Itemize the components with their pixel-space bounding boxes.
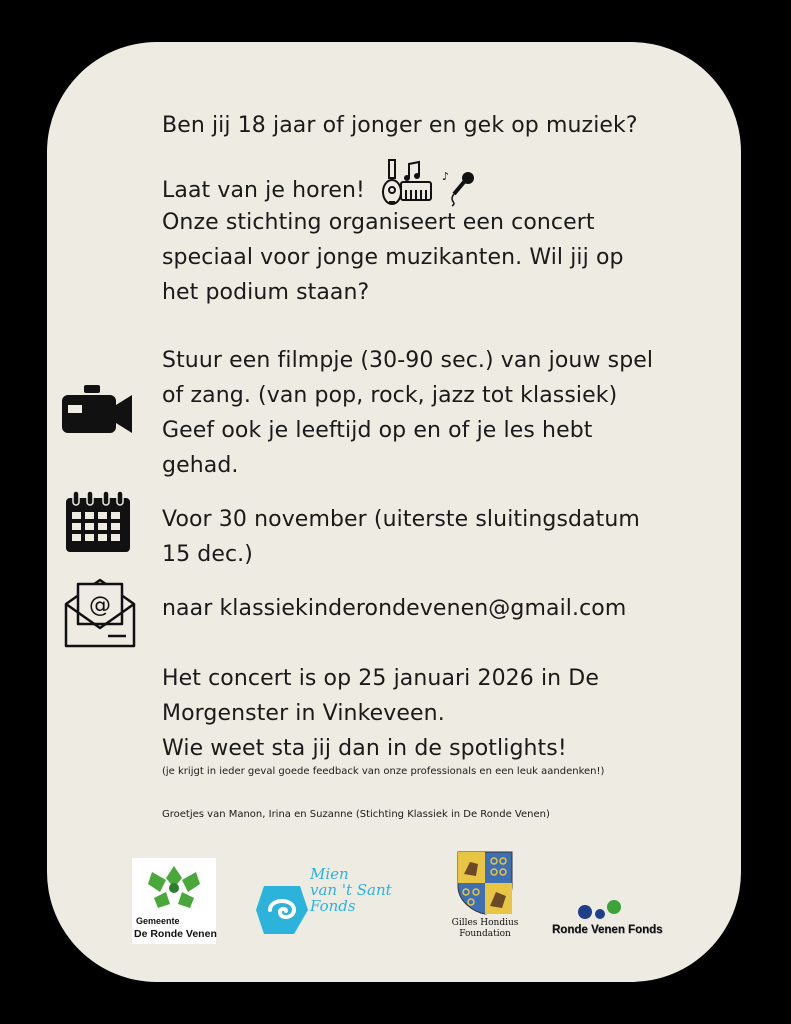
intro-line2: Onze stichting organiseert een concert — [162, 210, 595, 235]
gemeente-emblem-icon — [132, 858, 216, 916]
gilles-coat-of-arms-icon — [456, 850, 514, 916]
signature: Groetjes van Manon, Irina en Suzanne (Stichting Klassiek in De Ronde Venen) — [162, 809, 550, 820]
intro-line1: Laat van je horen! — [162, 178, 365, 203]
video-line4: gehad. — [162, 453, 239, 478]
concert-line1: Het concert is op 25 januari 2026 in De — [162, 666, 599, 691]
gemeente-label-1: Gemeente — [136, 916, 180, 926]
email-envelope-icon — [64, 576, 136, 648]
gemeente-logo — [132, 858, 216, 944]
concert-line2: Morgenster in Vinkeveen. — [162, 701, 445, 726]
ronde-venen-fonds-logo — [552, 898, 682, 942]
gilles-label-1: Gilles Hondius — [451, 918, 519, 928]
svg-text:♪: ♪ — [442, 170, 450, 183]
video-line1: Stuur een filmpje (30-90 sec.) van jouw spel — [162, 348, 654, 373]
deadline-line2: 15 dec.) — [162, 542, 253, 567]
mien-fonds-logo — [254, 866, 424, 946]
intro-question: Ben jij 18 jaar of jonger en gek op muziek? — [162, 113, 638, 138]
mien-label-1: Mien — [310, 865, 349, 883]
intro-line3: speciaal voor jonge muzikanten. Wil jij op — [162, 245, 624, 270]
microphone-icon — [440, 168, 478, 208]
mien-label-2: van 't Sant — [310, 881, 392, 899]
video-line2: of zang. (van pop, rock, jazz tot klassiek) — [162, 383, 618, 408]
gemeente-label-2: De Ronde Venen — [134, 928, 217, 940]
rvf-label: Ronde Venen Fonds — [552, 924, 663, 936]
gilles-hondius-logo — [446, 848, 524, 944]
concert-line3: Wie weet sta jij dan in de spotlights! — [162, 736, 567, 761]
gilles-label-2: Foundation — [459, 929, 511, 939]
video-line3: Geef ook je leeftijd op en of je les hebt — [162, 418, 593, 443]
rvf-circles-icon — [576, 898, 636, 920]
mien-label-3: Fonds — [310, 897, 356, 915]
email-address[interactable]: naar klassiekinderondevenen@gmail.com — [162, 596, 627, 621]
mien-fonds-emblem-icon — [254, 880, 310, 940]
calendar-icon — [64, 490, 132, 554]
music-instruments-icon — [379, 158, 435, 208]
concert-note: (je krijgt in ieder geval goede feedback van onze professionals en een leuk aandenken!) — [162, 766, 605, 777]
intro-line4: het podium staan? — [162, 280, 370, 305]
video-camera-icon — [60, 383, 134, 435]
svg-text:@: @ — [89, 593, 111, 618]
deadline-line1: Voor 30 november (uiterste sluitingsdatum — [162, 507, 640, 532]
